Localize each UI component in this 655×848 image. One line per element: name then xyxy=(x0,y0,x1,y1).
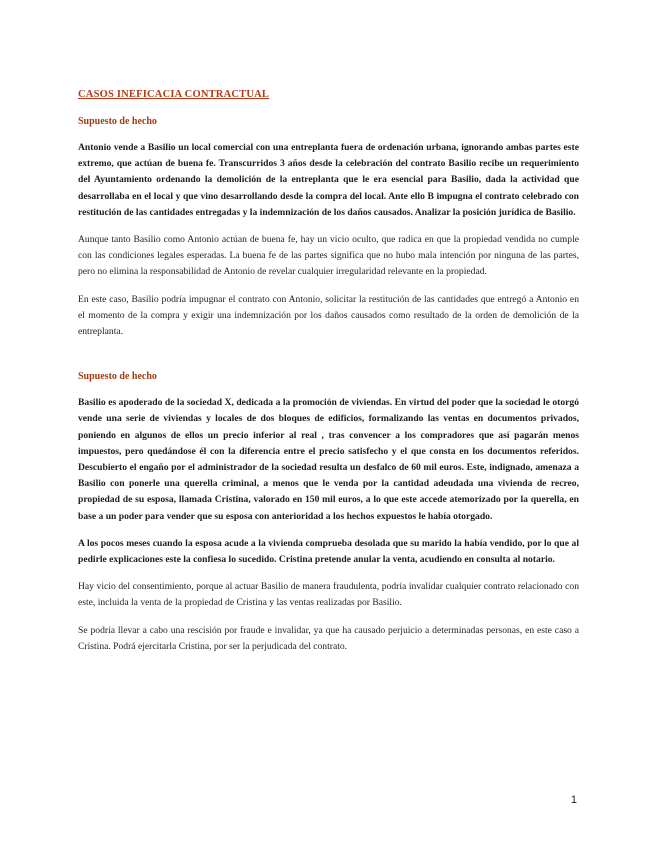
case-1-answer-1: Aunque tanto Basilio como Antonio actúan de buena fe, hay un vicio oculto, que radica en que la propiedad vendida no cumple con las condiciones legales esperadas. La buena fe de las partes significa que no hubo mala intención por ninguna de las partes, pero no elimina la responsabilidad de Antonio de revelar cualquier irregularidad relevante en la propiedad. xyxy=(78,234,579,278)
case-2 xyxy=(78,371,579,655)
case-2-answer-1: Hay vicio del consentimiento, porque al actuar Basilio de manera fraudulenta, podría invalidar cualquier contrato relacionado con este, incluida la venta de la propiedad de Cristina y las ventas realizadas por Basilio. xyxy=(78,581,579,609)
case-1 xyxy=(78,116,579,340)
case-1-answer-2: En este caso, Basilio podría impugnar el contrato con Antonio, solicitar la restitución de las cantidades que entregó a Antonio en el momento de la compra y exigir una indemnización por los daños causados como resultado de la orden de demolición de la entreplanta. xyxy=(78,293,579,338)
case-2-statement: Basilio es apoderado de la sociedad X, dedicada a la promoción de viviendas. En virtud del poder que la sociedad le otorgó vende una serie de viviendas y locales de dos bloques de edificios, formalizando las ventas en documentos privados, poniendo en algunos de ellos un precio inferior al real , tras convencer a los compradores que así pagarán menos impuestos, pero quedándose él con la diferencia entre el precio satisfecho y el que consta en los documentos referidos. Descubierto el engaño por el administrador de la sociedad resulta un desfalco de 60 mil euros. Este, indignado, amenaza a Basilio con ponerle una querella criminal, a menos que le venda por la cantidad adeudada una vivienda de recreo, propiedad de su esposa, llamada Cristina, valorado en 150 mil euros, a lo que este accede atemorizado por la querella, en base a un poder para vender que su esposa con anterioridad a los hechos expuestos le había otorgado. xyxy=(78,397,579,522)
case-2-statement-continued: A los pocos meses cuando la esposa acude a la vivienda comprueba desolada que su marido la había vendido, por lo que al pedirle explicaciones este la confiesa lo sucedido. Cristina pretende anular la venta, acudiendo en consulta al notario. xyxy=(78,537,579,566)
case-2-heading: Supuesto de hecho xyxy=(78,371,157,383)
case-1-statement: Antonio vende a Basilio un local comercial con una entreplanta fuera de ordenación urbana, ignorando ambas partes este extremo, que actúan de buena fe. Transcurridos 3 años desde la celebración del contrato Basilio recibe un requerimiento del Ayuntamiento ordenando la demolición de la entreplanta que le era esencial para Basilio, dada la actividad que desarrollaba en el local y que vino desarrollando desde la compra del local. Ante ello B impugna el contrato celebrado con restitución de las cantidades entregadas y la indemnización de los daños causados. Analizar la posición jurídica de Basilio. xyxy=(78,142,579,218)
page-number: 1 xyxy=(570,794,577,806)
case-1-heading: Supuesto de hecho xyxy=(78,116,157,127)
section-spacer xyxy=(78,351,579,371)
case-2-answer-2: Se podría llevar a cabo una rescisión por fraude e invalidar, ya que ha causado perjuicio a determinadas personas, en este caso a Cristina. Podrá ejercitarla Cristina, por ser la perjudicada del contrato. xyxy=(78,624,579,652)
document-title: CASOS INEFICACIA CONTRACTUAL xyxy=(78,89,270,100)
